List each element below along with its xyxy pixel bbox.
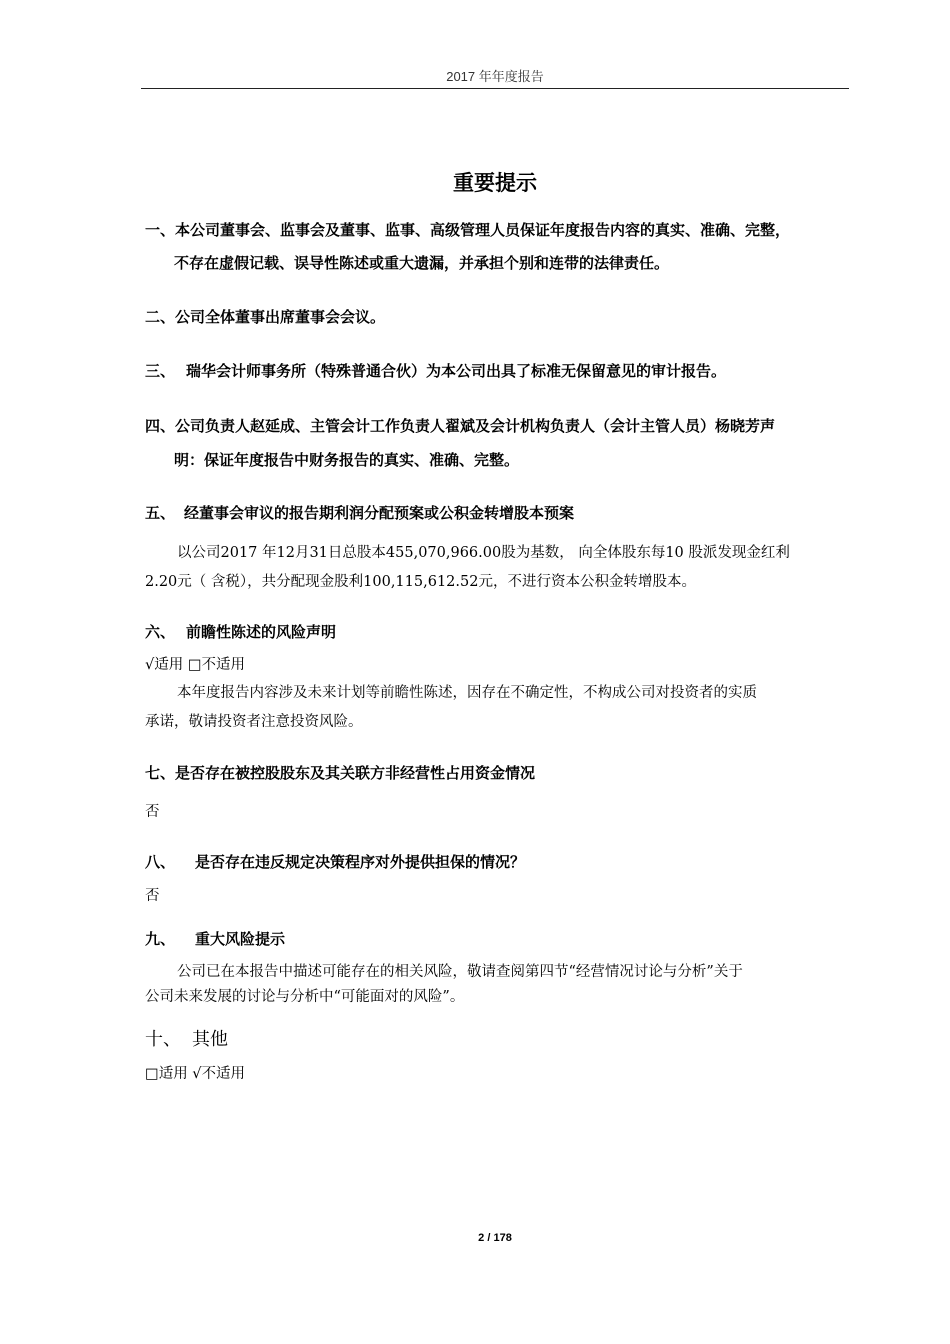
section-5-heading: 经董事会审议的报告期利润分配预案或公积金转增股本预案 xyxy=(184,504,575,522)
section-8-heading: 是否存在违反规定决策程序对外提供担保的情况？ xyxy=(195,853,526,871)
section-6-body-line-2: 承诺，敬请投资者注意投资风险。 xyxy=(145,714,363,730)
page-title: 重要提示 xyxy=(453,171,537,195)
section-8-answer: 否 xyxy=(145,888,160,904)
section-3-number: 三、 xyxy=(145,362,176,380)
section-3-text: 瑞华会计师事务所（特殊普通合伙）为本公司出具了标准无保留意见的审计报告。 xyxy=(186,362,727,380)
section-9-number: 九、 xyxy=(145,930,176,948)
section-10-heading: 其他 xyxy=(192,1029,228,1050)
section-1-line-1: 一、本公司董事会、监事会及董事、监事、高级管理人员保证年度报告内容的真实、准确、完整， xyxy=(145,221,791,239)
page-number: 2 / 178 xyxy=(478,1232,512,1244)
section-5-body-line-2: 2.20元（ 含税），共分配现金股利100,115,612.52元，不进行资本公积金转增股本。 xyxy=(145,574,696,590)
section-9-body-line-2: 公司未来发展的讨论与分析中“可能面对的风险”。 xyxy=(145,989,465,1005)
header-rule xyxy=(141,88,849,89)
section-9-heading: 重大风险提示 xyxy=(195,930,286,948)
section-7-answer: 否 xyxy=(145,804,160,820)
section-5-body-line-1: 以公司2017 年12月31日总股本455,070,966.00股为基数， 向全体股东每10 股派发现金红利 xyxy=(177,545,790,561)
section-1-line-2: 不存在虚假记载、误导性陈述或重大遗漏，并承担个别和连带的法律责任。 xyxy=(174,254,670,272)
section-4-line-1: 四、公司负责人赵延成、主管会计工作负责人翟斌及会计机构负责人（会计主管人员）杨晓芳声 xyxy=(145,417,776,435)
section-6-applicability: √适用 □不适用 xyxy=(145,657,246,673)
section-9-body-line-1: 公司已在本报告中描述可能存在的相关风险，敬请查阅第四节“经营情况讨论与分析”关于 xyxy=(177,964,743,980)
section-10-applicability: □适用 √不适用 xyxy=(145,1066,246,1082)
section-2: 二、公司全体董事出席董事会会议。 xyxy=(145,308,386,326)
section-6-heading: 前瞻性陈述的风险声明 xyxy=(186,623,337,641)
section-4-line-2: 明：保证年度报告中财务报告的真实、准确、完整。 xyxy=(174,451,520,469)
section-10-number: 十、 xyxy=(145,1029,181,1050)
section-7-heading: 七、是否存在被控股股东及其关联方非经营性占用资金情况 xyxy=(145,764,536,782)
section-6-body-line-1: 本年度报告内容涉及未来计划等前瞻性陈述，因存在不确定性，不构成公司对投资者的实质 xyxy=(177,685,757,701)
section-5-number: 五、 xyxy=(145,504,176,522)
section-8-number: 八、 xyxy=(145,853,176,871)
running-header: 2017 年年度报告 xyxy=(446,69,544,84)
section-6-number: 六、 xyxy=(145,623,176,641)
